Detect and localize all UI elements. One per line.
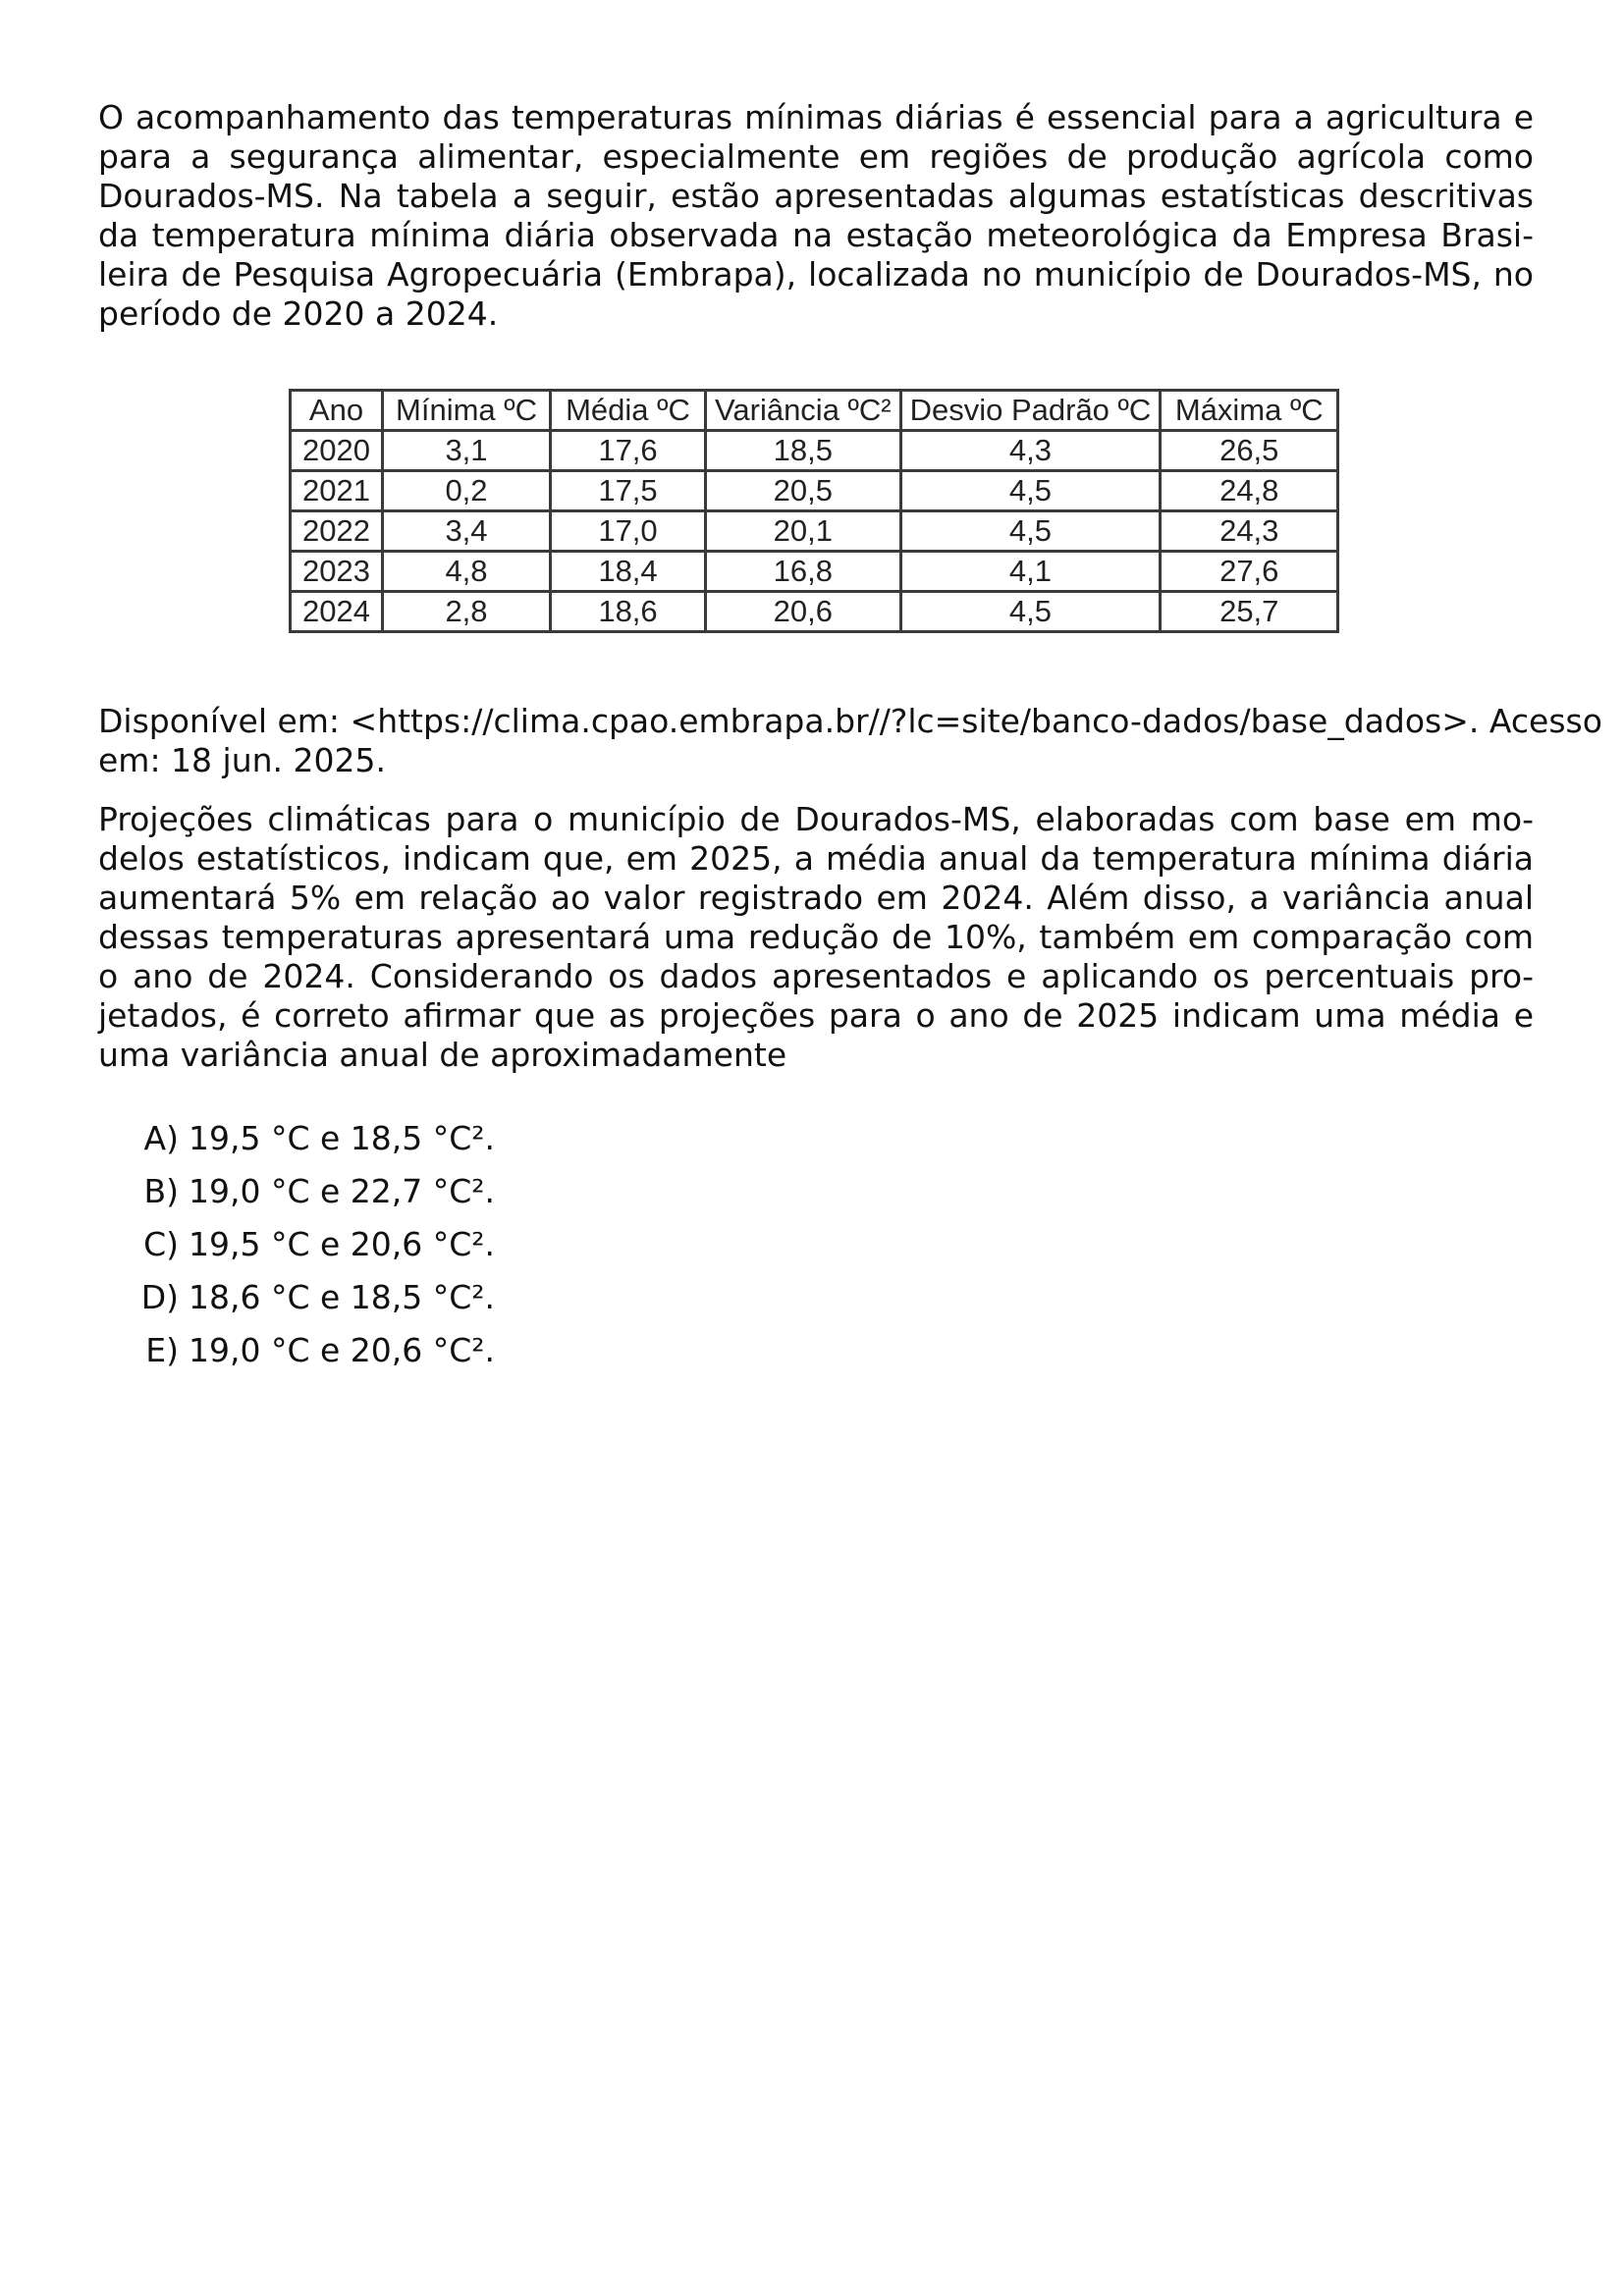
option-letter: A) (143, 1119, 179, 1157)
option-c[interactable] (126, 1218, 495, 1271)
table-cell: 16,8 (706, 552, 901, 592)
option-b[interactable] (126, 1165, 495, 1218)
option-text: 19,0 °C e 20,6 °C². (189, 1331, 496, 1369)
table-cell: 18,4 (551, 552, 706, 592)
table-cell: 4,5 (900, 592, 1161, 632)
table-row (291, 592, 1338, 632)
table-row (291, 552, 1338, 592)
table-cell: 17,0 (551, 511, 706, 552)
table-header-row (291, 391, 1338, 431)
table-cell: 4,1 (900, 552, 1161, 592)
answer-options (126, 1112, 495, 1377)
table-cell: 3,1 (383, 431, 551, 471)
table-cell: 4,3 (900, 431, 1161, 471)
table-cell: 4,5 (900, 511, 1161, 552)
table-cell: 4,8 (383, 552, 551, 592)
table-cell: 0,2 (383, 471, 551, 511)
statistics-table-container (289, 389, 1339, 633)
table-cell: 4,5 (900, 471, 1161, 511)
header-desvio-padrao: Desvio Padrão ºC (900, 391, 1161, 431)
source-citation: Disponível em: <https://clima.cpao.embrapa.br//?lc=site/banco-dados/base_dados>. Acesso em: 18 jun. 2025. (98, 702, 1602, 779)
table-row (291, 471, 1338, 511)
table-cell: 2021 (291, 471, 383, 511)
table-cell: 20,6 (706, 592, 901, 632)
option-text: 18,6 °C e 18,5 °C². (189, 1278, 496, 1316)
option-letter: E) (145, 1331, 179, 1369)
table-cell: 20,1 (706, 511, 901, 552)
table-cell: 2024 (291, 592, 383, 632)
table-cell: 24,3 (1161, 511, 1338, 552)
table-row (291, 511, 1338, 552)
table-cell: 3,4 (383, 511, 551, 552)
header-ano: Ano (291, 391, 383, 431)
table-cell: 2020 (291, 431, 383, 471)
option-letter: C) (143, 1225, 179, 1263)
header-media: Média ºC (551, 391, 706, 431)
option-letter: B) (143, 1172, 179, 1210)
table-cell: 25,7 (1161, 592, 1338, 632)
option-text: 19,5 °C e 18,5 °C². (189, 1119, 496, 1157)
header-variancia: Variância ºC² (706, 391, 901, 431)
table-cell: 24,8 (1161, 471, 1338, 511)
table-cell: 18,5 (706, 431, 901, 471)
option-text: 19,5 °C e 20,6 °C². (189, 1225, 496, 1263)
table-cell: 26,5 (1161, 431, 1338, 471)
option-letter: D) (140, 1278, 179, 1316)
table-cell: 2,8 (383, 592, 551, 632)
table-cell: 27,6 (1161, 552, 1338, 592)
table-cell: 2023 (291, 552, 383, 592)
table-row (291, 431, 1338, 471)
header-maxima: Máxima ºC (1161, 391, 1338, 431)
table-cell: 18,6 (551, 592, 706, 632)
option-text: 19,0 °C e 22,7 °C². (189, 1172, 496, 1210)
table-cell: 17,5 (551, 471, 706, 511)
header-minima: Mínima ºC (383, 391, 551, 431)
table-cell: 17,6 (551, 431, 706, 471)
option-d[interactable] (126, 1271, 495, 1324)
statistics-table (289, 389, 1339, 633)
option-a[interactable] (126, 1112, 495, 1165)
table-cell: 2022 (291, 511, 383, 552)
question-paragraph: Projeções climáticas para o município de Dourados-MS, elaboradas com base em modelos estatísticos, indicam que, em 2025, a média anual da temperatura mínima diária aumentará 5% em relação ao valor registrado em 2024. Além disso, a variância anual dessas temperaturas apresentará uma redução de 10%, também em comparação com o ano de 2024. Considerando os dados apresentados e aplicando os percentuais projetados, é correto afirmar que as projeções para o ano de 2025 indicam uma média e uma variância anual de aproximadamente (98, 800, 1534, 1074)
option-e[interactable] (126, 1324, 495, 1377)
intro-paragraph: O acompanhamento das temperaturas mínimas diárias é essencial para a agricultura e para a segurança alimentar, especialmente em regiões de produção agrícola como Dourados-MS. Na tabela a seguir, estão apresentadas algumas estatísticas descritivas da temperatura mínima diária observada na estação meteorológica da Empresa Brasileira de Pesquisa Agropecuária (Embrapa), localizada no município de Dourados-MS, no período de 2020 a 2024. (98, 98, 1534, 333)
table-cell: 20,5 (706, 471, 901, 511)
